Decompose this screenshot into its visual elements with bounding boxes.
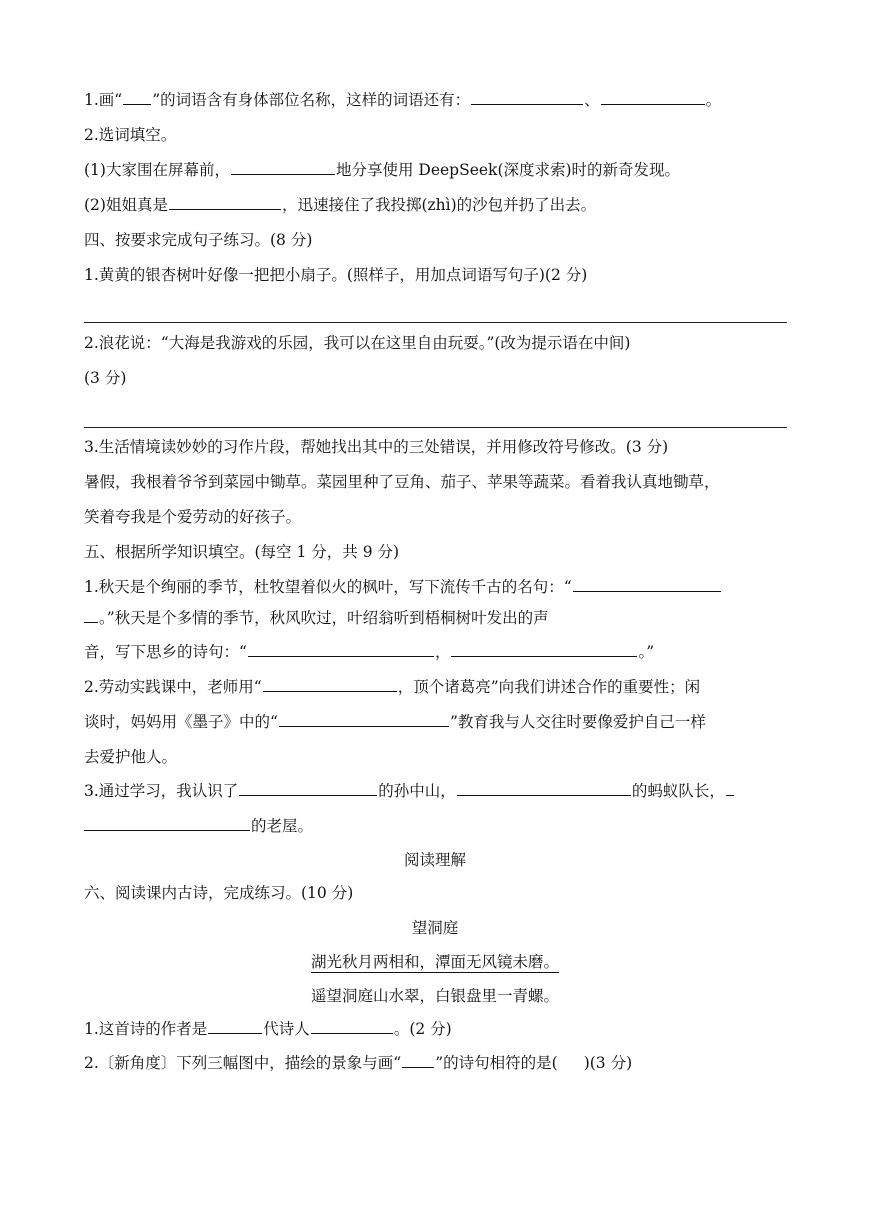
question-2-title: 2.选词填空。 xyxy=(84,126,177,144)
section-5-question-1-line-2: 。”秋天是个多情的季节，秋风吹过，叶绍翁听到梧桐树叶发出的声 xyxy=(84,605,786,631)
blank[interactable] xyxy=(208,1016,262,1034)
blank[interactable] xyxy=(402,1050,434,1068)
blank[interactable] xyxy=(231,157,335,175)
emphasis-dot-char: 像 · xyxy=(223,262,239,288)
blank[interactable] xyxy=(311,1016,393,1034)
section-5-question-2-line-3: 去爱护他人。 xyxy=(84,748,178,766)
section-4-title: 四、按要求完成句子练习。(8 分) xyxy=(84,231,313,249)
section-6-question-2: 2.〔新角度〕下列三幅图中，描绘的景象与画“ ”的诗句相符的是( )(3 分) xyxy=(84,1050,786,1076)
section-5-title: 五、根据所学知识填空。(每空 1 分，共 9 分) xyxy=(84,543,400,561)
blank[interactable] xyxy=(726,778,734,796)
section-4-question-3: 3.生活情境读妙妙的习作片段，帮她找出其中的三处错误，并用修改符号修改。(3 分) xyxy=(84,438,669,456)
section-5-question-3-line-2: 的老屋。 xyxy=(84,813,786,839)
section-5-question-2-line-2: 谈时，妈妈用《墨子》中的“ ”教育我与人交往时要像爱护自己一样 xyxy=(84,709,786,735)
reading-heading: 阅读理解 xyxy=(403,851,466,869)
blank[interactable] xyxy=(248,639,434,657)
blank[interactable] xyxy=(457,778,631,796)
question-1-body-part-words: 1.画“ ”的词语含有身体部位名称，这样的词语还有： 、 。 xyxy=(84,87,786,113)
blank[interactable] xyxy=(169,192,281,210)
question-2-1: (1)大家围在屏幕前， 地分享使用 DeepSeek(深度求索)时的新奇发现。 xyxy=(84,157,786,183)
question-2-2: (2)姐姐真是 ，迅速接住了我投掷(zhì)的沙包并扔了出去。 xyxy=(84,192,786,218)
section-5-question-3-line-1: 3.通过学习，我认识了 的孙中山， 的蚂蚁队长， xyxy=(84,778,786,804)
emphasis-dot-char: 好 · xyxy=(207,262,223,288)
section-5-question-1-line-3: 音，写下思乡的诗句：“ ， 。” xyxy=(84,639,786,665)
section-4-question-2: 2.浪花说：“大海是我游戏的乐园，我可以在这里自由玩耍。”(改为提示语在中间) xyxy=(84,334,631,352)
blank[interactable] xyxy=(601,87,705,105)
section-4-question-2-points: (3 分) xyxy=(84,369,127,387)
blank[interactable] xyxy=(279,709,449,727)
section-5-question-1-line-1: 1.秋天是个绚丽的季节，杜牧望着似火的枫叶，写下流传千古的名句：“ xyxy=(84,574,786,600)
blank[interactable] xyxy=(123,87,151,105)
blank[interactable] xyxy=(471,87,583,105)
passage-line-2: 笑着夸我是个爱劳动的好孩子。 xyxy=(84,508,302,526)
poem-title: 望洞庭 xyxy=(411,919,459,937)
section-4-question-1: 1.黄黄的银杏树叶好 ·像 ·一把把小扇子。(照样子，用加点词语写句子)(2 分) xyxy=(84,262,786,288)
blank[interactable] xyxy=(239,778,377,796)
underlined-poem-line: 湖光秋月两相和，潭面无风镜未磨。 xyxy=(310,953,559,971)
poem-line-2: 遥望洞庭山水翠，白银盘里一青螺。 xyxy=(310,987,559,1005)
blank[interactable] xyxy=(84,605,98,623)
passage-line-1: 暑假，我根着爷爷到菜园中锄草。菜园里种了豆角、茄子、苹果等蔬菜。看着我认真地锄草， xyxy=(84,473,720,491)
blank[interactable] xyxy=(451,639,637,657)
section-5-question-2-line-1: 2.劳动实践课中，老师用“ ，顶个诸葛亮”向我们讲述合作的重要性；闲 xyxy=(84,674,786,700)
section-6-question-1: 1.这首诗的作者是 代诗人 。(2 分) xyxy=(84,1016,786,1042)
blank[interactable] xyxy=(263,674,397,692)
blank[interactable] xyxy=(84,813,250,831)
blank[interactable] xyxy=(573,574,721,592)
section-6-title: 六、阅读课内古诗，完成练习。(10 分) xyxy=(84,884,354,902)
answer-line[interactable] xyxy=(84,427,787,428)
answer-line[interactable] xyxy=(84,322,787,323)
poem-line-1 xyxy=(0,949,870,975)
